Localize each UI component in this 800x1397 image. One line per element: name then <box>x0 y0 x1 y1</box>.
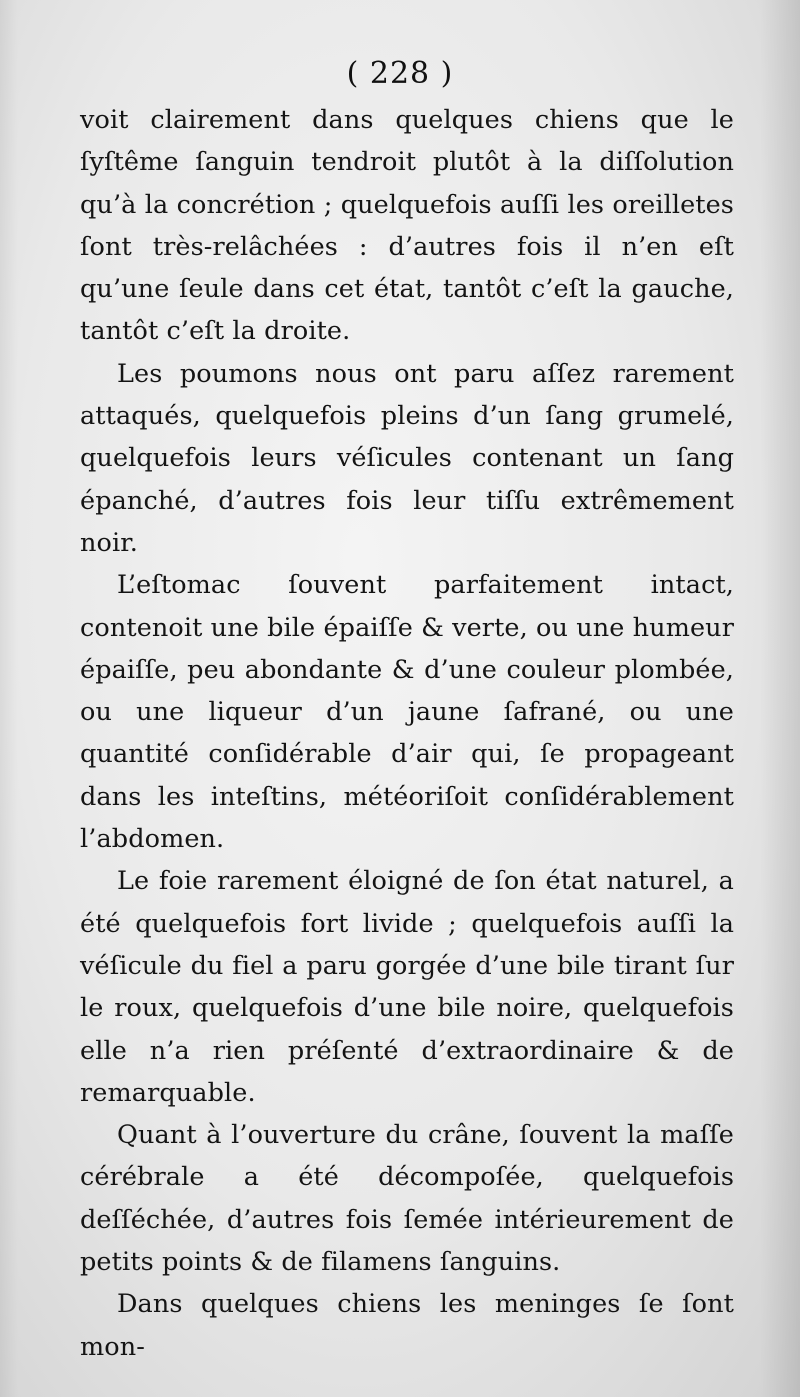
paragraph-4: Le foie rarement éloigné de ſon état naturel, a été quelquefois fort livide ; quelquefois auſſi la véſicule du fiel a paru gorgée d’une bile tirant ſur le roux, quelquefois d’une bile noire, quelquefois elle n’a rien préſenté d’extraordinaire & de remarquable. <box>80 866 734 1108</box>
body-text <box>80 99 734 1368</box>
paragraph-3: L’eſtomac ſouvent parfaitement intact, contenoit une bile épaiſſe & verte, ou une humeur épaiſſe, peu abondante & d’une couleur plombée, ou une liqueur d’un jaune ſafrané, ou une quantité conſidérable d’air qui, ſe propageant dans les inteſtins, météoriſoit conſidérablement l’abdomen. <box>80 570 734 855</box>
page-number: ( 228 ) <box>346 56 454 91</box>
page-edge-shadow <box>760 0 800 1397</box>
paragraph-1: voit clairement dans quelques chiens que le ſyſtême ſanguin tendroit plutôt à la diſſolution qu’à la concrétion ; quelquefois auſſi les oreilletes ſont très-relâchées : d’autres fois il n’en eſt qu’une ſeule dans cet état, tantôt c’eſt la gauche, tantôt c’eſt la droite. <box>80 105 734 347</box>
page-gutter-shadow <box>0 0 18 1397</box>
paragraph-5: Quant à l’ouverture du crâne, ſouvent la maſſe cérébrale a été décompoſée, quelquefois deſſéchée, d’autres fois ſemée intérieurement de petits points & de filamens ſanguins. <box>80 1120 734 1278</box>
paragraph-2: Les poumons nous ont paru aſſez rarement attaqués, quelquefois pleins d’un ſang grumelé, quelquefois leurs véſicules contenant un ſang épanché, d’autres fois leur tiſſu extrêmement noir. <box>80 358 734 558</box>
paragraph-6: Dans quelques chiens les meninges ſe ſont mon- <box>80 1289 734 1362</box>
